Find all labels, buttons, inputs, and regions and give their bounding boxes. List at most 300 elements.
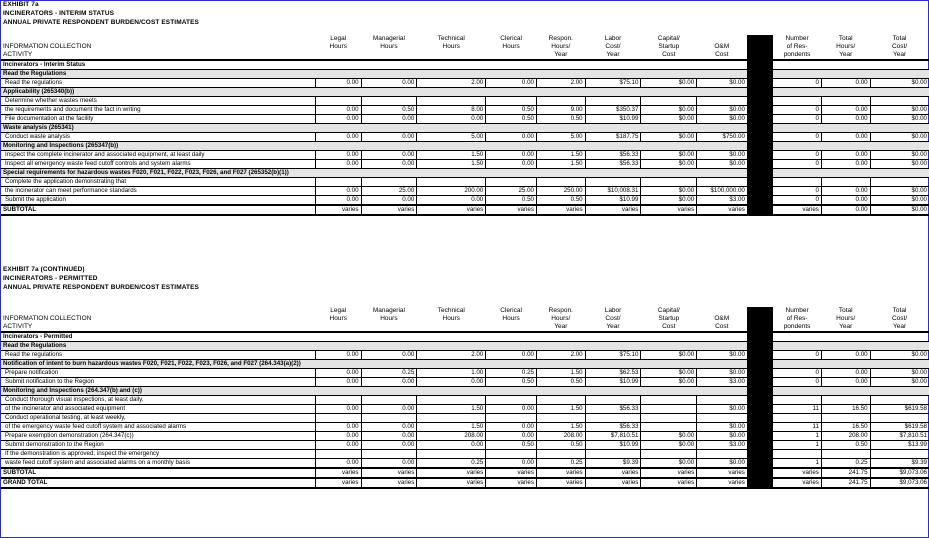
value-cell: $0.00 [870, 106, 929, 115]
separator-bar [747, 60, 772, 70]
total-value: varies [361, 205, 417, 215]
table-cell [773, 88, 929, 97]
value-cell: $56.33 [585, 423, 641, 432]
separator-bar [747, 115, 772, 124]
total-value: varies [641, 478, 697, 488]
value-cell: 0.00 [315, 432, 361, 441]
table-row [1, 432, 929, 441]
total-value: varies [585, 468, 641, 478]
column-header: Hours/ [836, 315, 856, 322]
table-row [1, 405, 929, 414]
value-cell: 0 [773, 160, 822, 169]
value-cell: 0.00 [486, 405, 537, 414]
separator-bar [747, 35, 772, 43]
value-cell: $0.00 [641, 133, 697, 142]
value-cell: 1 [773, 432, 822, 441]
column-header: O&M [714, 315, 730, 322]
value-cell [641, 423, 697, 432]
table-cell [773, 124, 929, 133]
table-cell [486, 97, 537, 106]
value-cell: $0.00 [697, 432, 748, 441]
separator-bar [747, 51, 772, 60]
separator-bar [747, 459, 772, 469]
exhibit-permitted [0, 265, 929, 292]
separator-bar [747, 369, 772, 378]
subsection-label: Applicability (265340(b)) [1, 88, 747, 97]
total-value: varies [315, 468, 361, 478]
table-row [1, 151, 929, 160]
table-row [1, 423, 929, 432]
value-cell: $619.58 [870, 423, 929, 432]
exhibit-caption: ANNUAL PRIVATE RESPONDENT BURDEN/COST ESTIMATES [3, 19, 199, 26]
value-cell: $7,810.51 [870, 432, 929, 441]
value-cell: $0.00 [697, 369, 748, 378]
value-cell: $0.00 [641, 351, 697, 360]
activity-label: Conduct waste analysis [1, 133, 315, 142]
value-cell: 11 [773, 423, 822, 432]
value-cell: 0 [773, 351, 822, 360]
column-header: Year [892, 323, 907, 330]
value-cell: $0.00 [697, 79, 748, 88]
total-value: varies [697, 478, 748, 488]
value-cell: $0.00 [870, 133, 929, 142]
table-cell [870, 450, 929, 459]
table-cell [486, 414, 537, 423]
table-cell [585, 396, 641, 405]
value-cell: 0 [773, 369, 822, 378]
column-header: Cost/ [891, 43, 908, 50]
value-cell: $56.33 [585, 151, 641, 160]
table-cell [417, 414, 486, 423]
value-cell: 0.00 [315, 405, 361, 414]
table-cell [417, 396, 486, 405]
value-cell: 0.50 [486, 115, 537, 124]
value-cell: 0.00 [486, 133, 537, 142]
separator-bar [747, 468, 772, 478]
value-cell: 0.00 [417, 196, 486, 206]
separator-bar [747, 450, 772, 459]
separator-bar [747, 142, 772, 151]
table-cell [361, 178, 417, 187]
column-header: of Res- [786, 43, 808, 50]
table-cell [585, 332, 641, 342]
column-header-row [1, 307, 929, 315]
column-header: Total [892, 307, 907, 314]
total-value: varies [486, 468, 537, 478]
total-value: varies [486, 478, 537, 488]
table-cell [585, 60, 641, 70]
exhibit-interim-status [0, 0, 929, 27]
value-cell: 0.00 [821, 378, 870, 387]
table-cell [773, 360, 929, 369]
column-header: Total [892, 35, 907, 42]
total-value: varies [486, 205, 537, 215]
value-cell: $0.00 [870, 115, 929, 124]
column-header: Respon. [548, 307, 573, 314]
value-cell: 0 [773, 151, 822, 160]
separator-bar [747, 315, 772, 323]
activity-label: Prepare notification [1, 369, 315, 378]
value-cell: 8.00 [417, 106, 486, 115]
value-cell: $0.00 [641, 106, 697, 115]
value-cell: $3.00 [697, 378, 748, 387]
separator-bar [747, 351, 772, 360]
value-cell: $0.00 [641, 115, 697, 124]
column-header: O&M [714, 43, 730, 50]
column-header-row [1, 323, 929, 332]
value-cell: $0.00 [870, 351, 929, 360]
total-value: varies [585, 205, 641, 215]
value-cell: $0.00 [641, 79, 697, 88]
subsection-row [1, 360, 929, 369]
column-header: Labor [604, 307, 622, 314]
value-cell: 0.25 [821, 459, 870, 469]
table-row [1, 441, 929, 450]
column-header: pondents [783, 51, 811, 58]
table-cell [486, 60, 537, 70]
table-cell [417, 97, 486, 106]
column-header: Legal [330, 35, 347, 42]
column-header: Year [554, 51, 568, 58]
column-header [315, 51, 361, 60]
section-title-row [1, 332, 929, 342]
value-cell: 0.50 [536, 115, 585, 124]
table-cell [773, 414, 822, 423]
value-cell: 0.00 [315, 423, 361, 432]
value-cell: $0.00 [641, 151, 697, 160]
value-cell: $0.00 [641, 441, 697, 450]
table-cell [773, 387, 929, 396]
total-value: $9,073.06 [870, 478, 929, 488]
section-title: Incinerators - Interim Status [1, 60, 315, 70]
table-row [1, 79, 929, 88]
value-cell: 0.50 [536, 378, 585, 387]
column-header: Number [785, 307, 809, 314]
table-row [1, 106, 929, 115]
total-row [1, 468, 929, 478]
separator-bar [747, 133, 772, 142]
value-cell: 1.50 [536, 160, 585, 169]
value-cell: 0.50 [486, 106, 537, 115]
value-cell: 0.00 [315, 351, 361, 360]
column-header: Hours [502, 43, 520, 50]
table-cell [315, 178, 361, 187]
value-cell: $75.10 [585, 79, 641, 88]
column-header: Cost [715, 51, 729, 58]
total-value: varies [697, 468, 748, 478]
separator-bar [747, 178, 772, 187]
table-cell [585, 97, 641, 106]
value-cell: 200.00 [417, 187, 486, 196]
table-row [1, 178, 929, 187]
column-header [486, 323, 537, 332]
column-header: Hours [442, 315, 460, 322]
burden-table-permitted [1, 307, 929, 489]
subsection-row [1, 70, 929, 79]
table-cell [315, 332, 361, 342]
column-header: Labor [604, 35, 622, 42]
table-cell [821, 414, 870, 423]
value-cell: $3.00 [697, 196, 748, 206]
value-cell: $750.00 [697, 133, 748, 142]
separator-bar [747, 70, 772, 79]
total-value: $0.00 [870, 205, 929, 215]
column-header: pondents [783, 323, 811, 330]
value-cell: $0.00 [697, 423, 748, 432]
value-cell: 0.00 [821, 106, 870, 115]
table-cell [417, 332, 486, 342]
table-cell [641, 60, 697, 70]
subsection-label: Special requirements for hazardous wastes F020, F021, F022, F023, F026, and F027 (265352(b)(1)) [1, 169, 747, 178]
value-cell: $0.00 [870, 378, 929, 387]
value-cell: $187.75 [585, 133, 641, 142]
separator-bar [747, 323, 772, 332]
value-cell: 2.00 [536, 351, 585, 360]
activity-label: Submit the application [1, 196, 315, 206]
column-header-row [1, 315, 929, 323]
column-header: Year [839, 323, 853, 330]
activity-label: File documentation at the facility [1, 115, 315, 124]
total-label: GRAND TOTAL [1, 478, 315, 488]
value-cell: 2.00 [536, 79, 585, 88]
separator-bar [747, 307, 772, 315]
value-cell: 0.00 [821, 196, 870, 206]
table-cell [315, 450, 361, 459]
value-cell: 0.00 [821, 351, 870, 360]
column-header: Year [839, 51, 853, 58]
table-cell [821, 332, 870, 342]
table-cell [315, 414, 361, 423]
value-cell: 1.50 [417, 160, 486, 169]
value-cell: 0.00 [486, 423, 537, 432]
value-cell: $10.99 [585, 441, 641, 450]
separator-bar [747, 342, 772, 351]
table-cell [697, 178, 748, 187]
total-value: varies [536, 205, 585, 215]
activity-header: ACTIVITY [3, 51, 33, 58]
table-cell [536, 97, 585, 106]
subsection-row [1, 142, 929, 151]
value-cell: 9.00 [536, 106, 585, 115]
table-cell [536, 396, 585, 405]
column-header: Technical [437, 35, 465, 42]
table-cell [361, 332, 417, 342]
table-row [1, 450, 929, 459]
table-cell [697, 332, 748, 342]
table-cell [536, 178, 585, 187]
activity-label: Submit demonstration to the Region [1, 441, 315, 450]
activity-label: Inspect the complete incinerator and associated equipment, at least daily [1, 151, 315, 160]
table-row [1, 115, 929, 124]
value-cell: 0.00 [315, 441, 361, 450]
value-cell: 250.00 [536, 187, 585, 196]
value-cell: $0.00 [641, 196, 697, 206]
total-value: varies [773, 468, 822, 478]
table-cell [870, 60, 929, 70]
activity-header [1, 35, 315, 43]
table-row [1, 369, 929, 378]
total-value: 241.75 [821, 468, 870, 478]
value-cell: $0.00 [697, 115, 748, 124]
value-cell: 0.00 [821, 151, 870, 160]
column-header: Hours/ [836, 43, 856, 50]
subsection-label: Monitoring and Inspections (265347(b)) [1, 142, 747, 151]
table-cell [773, 178, 822, 187]
activity-header: INFORMATION COLLECTION [3, 315, 92, 322]
table-cell [486, 396, 537, 405]
total-value: varies [417, 468, 486, 478]
table-row [1, 160, 929, 169]
total-value: varies [697, 205, 748, 215]
total-value: varies [585, 478, 641, 488]
value-cell: $9.39 [585, 459, 641, 469]
table-row [1, 378, 929, 387]
value-cell: 0.00 [315, 133, 361, 142]
value-cell: 0.00 [486, 459, 537, 469]
table-row [1, 187, 929, 196]
table-cell [486, 450, 537, 459]
column-header: Hours [442, 43, 460, 50]
burden-table-interim [1, 35, 929, 216]
value-cell: $0.00 [641, 378, 697, 387]
value-cell: 0.00 [486, 79, 537, 88]
table-cell [536, 450, 585, 459]
column-header: Hours [502, 315, 520, 322]
table-cell [821, 178, 870, 187]
column-header: Capital/ [657, 35, 680, 42]
column-header: of Res- [786, 315, 808, 322]
value-cell: 0.00 [315, 106, 361, 115]
value-cell: 0.50 [486, 378, 537, 387]
value-cell: 0.00 [315, 151, 361, 160]
table-row [1, 97, 929, 106]
table-cell [641, 97, 697, 106]
column-header: Total [838, 35, 853, 42]
value-cell: 25.00 [361, 187, 417, 196]
table-cell [870, 396, 929, 405]
table-cell [536, 332, 585, 342]
column-header: Respon. [548, 35, 573, 42]
separator-bar [747, 414, 772, 423]
table-row [1, 414, 929, 423]
column-header: Year [606, 323, 620, 330]
value-cell: 0.00 [821, 115, 870, 124]
value-cell: 1.50 [536, 369, 585, 378]
column-header [361, 51, 417, 60]
activity-label: the incinerator can meet performance standards [1, 187, 315, 196]
table-row [1, 133, 929, 142]
activity-label: Conduct operational testing, at least weekly, [1, 414, 315, 423]
table-cell [870, 97, 929, 106]
value-cell: $56.33 [585, 160, 641, 169]
value-cell: 0.00 [821, 133, 870, 142]
value-cell: 0.00 [417, 115, 486, 124]
total-value: varies [641, 205, 697, 215]
total-value: varies [536, 468, 585, 478]
table-cell [870, 178, 929, 187]
total-value: varies [315, 205, 361, 215]
column-header-row [1, 43, 929, 51]
column-header: Hours/ [551, 43, 571, 50]
value-cell: $0.00 [870, 196, 929, 206]
table-cell [773, 97, 822, 106]
value-cell: 16.50 [821, 405, 870, 414]
table-cell [697, 414, 748, 423]
separator-bar [747, 187, 772, 196]
value-cell: $0.00 [870, 187, 929, 196]
value-cell: 0.50 [486, 196, 537, 206]
value-cell [641, 405, 697, 414]
column-header: Hours/ [551, 315, 571, 322]
value-cell: 0 [773, 187, 822, 196]
value-cell: 0.00 [361, 405, 417, 414]
value-cell: 1 [773, 459, 822, 469]
subsection-row [1, 88, 929, 97]
table-cell [315, 396, 361, 405]
table-cell [486, 332, 537, 342]
value-cell: 0.00 [417, 378, 486, 387]
subsection-row [1, 342, 929, 351]
value-cell: 0.00 [361, 79, 417, 88]
value-cell: $75.10 [585, 351, 641, 360]
value-cell: 1.50 [536, 405, 585, 414]
value-cell: $13.99 [870, 441, 929, 450]
value-cell: 0.00 [361, 423, 417, 432]
subsection-label: Read the Regulations [1, 70, 747, 79]
table-cell [641, 178, 697, 187]
table-cell [486, 178, 537, 187]
table-cell [773, 60, 822, 70]
table-cell [641, 414, 697, 423]
value-cell: 0.00 [417, 441, 486, 450]
separator-bar [747, 432, 772, 441]
total-value: varies [361, 478, 417, 488]
value-cell: 0.00 [821, 369, 870, 378]
column-header: Year [554, 323, 568, 330]
total-value: varies [773, 478, 822, 488]
activity-label: Read the regulations [1, 79, 315, 88]
subsection-row [1, 169, 929, 178]
value-cell: 0.00 [486, 151, 537, 160]
column-header [361, 323, 417, 332]
total-value: varies [315, 478, 361, 488]
value-cell: 0.00 [821, 187, 870, 196]
value-cell: 0.25 [486, 369, 537, 378]
total-value: varies [417, 478, 486, 488]
value-cell: $0.00 [641, 459, 697, 469]
value-cell: 0.00 [361, 351, 417, 360]
table-cell [585, 414, 641, 423]
table-cell [315, 97, 361, 106]
value-cell: $0.00 [641, 432, 697, 441]
table-cell [773, 332, 822, 342]
separator-bar [747, 205, 772, 215]
column-header [417, 323, 486, 332]
column-header: Clerical [500, 307, 522, 314]
table-row [1, 396, 929, 405]
column-header [417, 51, 486, 60]
value-cell: 0.00 [315, 459, 361, 469]
value-cell: 0.00 [315, 187, 361, 196]
column-header [486, 51, 537, 60]
column-header: Hours [329, 315, 347, 322]
value-cell: $9.39 [870, 459, 929, 469]
value-cell: 0.00 [361, 441, 417, 450]
activity-label: Inspect all emergency waste feed cutoff controls and system alarms [1, 160, 315, 169]
column-header [697, 307, 748, 315]
table-cell [641, 450, 697, 459]
table-cell [536, 414, 585, 423]
